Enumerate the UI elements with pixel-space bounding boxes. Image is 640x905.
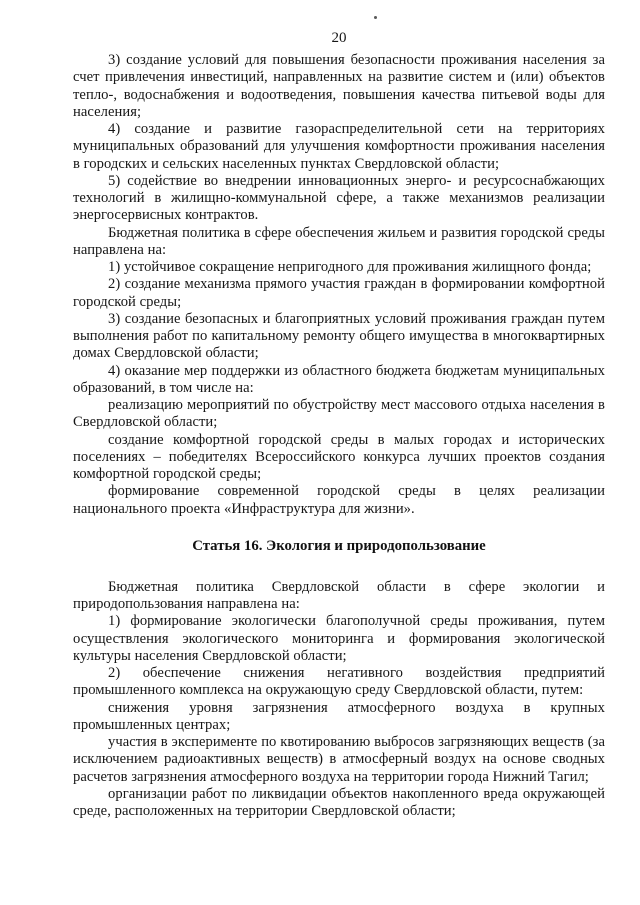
paragraph: реализацию мероприятий по обустройству мест массового отдыха населения в Свердловской области; [73,397,605,431]
paragraph: Бюджетная политика в сфере обеспечения жильем и развития городской среды направлена на: [73,224,605,258]
page-content [73,30,605,820]
paragraph: снижения уровня загрязнения атмосферного воздуха в крупных промышленных центрах; [73,699,605,733]
paragraph: участия в эксперименте по квотированию выбросов загрязняющих веществ (за исключением радиоактивных веществ) в атмосферный воздух на основе сводных расчетов загрязнения атмосферного воздуха на территории города Нижний Тагил; [73,734,605,785]
paragraph: 3) создание условий для повышения безопасности проживания населения за счет привлечения инвестиций, направленных на развитие систем и (или) объектов тепло-, водоснабжения и водоотведения, повышения качества питьевой воды для населения; [73,52,605,120]
paragraph: создание комфортной городской среды в малых городах и исторических поселениях – победителях Всероссийского конкурса лучших проектов создания комфортной городской среды; [73,431,605,482]
paragraph: организации работ по ликвидации объектов накопленного вреда окружающей среде, расположенных на территории Свердловской области; [73,785,605,819]
paragraph: 1) устойчивое сокращение непригодного для проживания жилищного фонда; [108,259,592,275]
paragraph: 5) содействие во внедрении инновационных энерго- и ресурсоснабжающих технологий в жилищно-коммунальной сфере, а также механизмов реализации энергосервисных контрактов. [73,172,605,224]
scan-artifact-dot [374,16,377,19]
page-number: 20 [331,30,347,46]
paragraph: 3) создание безопасных и благоприятных условий проживания граждан путем выполнения работ по капитальному ремонту общего имущества в многоквартирных домах Свердловской области; [73,310,605,362]
paragraph: Бюджетная политика Свердловской области в сфере экологии и природопользования направлена на: [73,578,605,612]
paragraph: формирование современной городской среды в целях реализации национального проекта «Инфраструктура для жизни». [73,483,605,517]
paragraph: 2) создание механизма прямого участия граждан в формировании комфортной городской среды; [73,276,605,310]
paragraph: 4) создание и развитие газораспределительной сети на территориях муниципальных образований для улучшения комфортности проживания населения в городских и сельских населенных пунктах Свердловской области; [73,121,605,172]
paragraph: 4) оказание мер поддержки из областного бюджета бюджетам муниципальных образований, в том числе на: [73,362,605,396]
paragraph: 2) обеспечение снижения негативного воздействия предприятий промышленного комплекса на окружающую среду Свердловской области, путем: [73,665,605,699]
paragraph: 1) формирование экологически благополучной среды проживания, путем осуществления экологического мониторинга и формирования экологической культуры населения Свердловской области; [73,613,605,664]
section-heading-article-16: Статья 16. Экология и природопользование [192,537,486,554]
